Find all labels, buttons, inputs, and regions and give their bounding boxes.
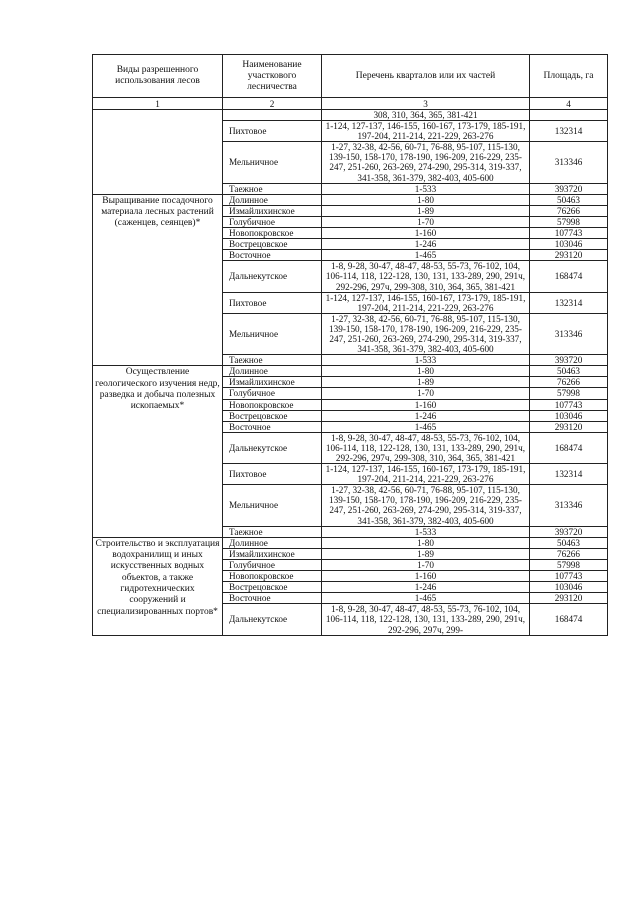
quarters-cell: 1-465 [322, 593, 530, 604]
forestry-name-cell: Новопокровское [223, 228, 322, 239]
area-cell: 293120 [530, 421, 608, 432]
quarters-cell: 1-124, 127-137, 146-155, 160-167, 173-179, 185-191, 197-204, 211-214, 221-229, 263-276 [322, 121, 530, 142]
area-cell: 76266 [530, 548, 608, 559]
forestry-name-cell: Долинное [223, 194, 322, 205]
area-cell: 50463 [530, 366, 608, 377]
forestry-name-cell: Долинное [223, 366, 322, 377]
area-cell: 50463 [530, 537, 608, 548]
forestry-name-cell: Вострецовское [223, 410, 322, 421]
forestry-name-cell: Вострецовское [223, 582, 322, 593]
quarters-cell: 1-533 [322, 183, 530, 194]
quarters-cell: 1-160 [322, 571, 530, 582]
table-row [93, 537, 608, 548]
table-row [93, 110, 608, 121]
quarters-cell: 1-246 [322, 582, 530, 593]
forestry-name-cell: Восточное [223, 421, 322, 432]
header-area: Площадь, га [530, 55, 608, 98]
use-kind-cell: Строительство и эксплуатация водохранилищ и иных искусственных водных объектов, а также гидротехнических сооружений и специализированных портов* [93, 537, 223, 635]
use-kind-cell: Выращивание посадочного материала лесных растений (саженцев, сеянцев)* [93, 194, 223, 366]
forestry-name-cell: Пихтовое [223, 121, 322, 142]
quarters-cell: 1-27, 32-38, 42-56, 60-71, 76-88, 95-107, 115-130, 139-150, 158-170, 178-190, 196-209, 216-229, 235-247, 251-260, 263-269, 274-290, 295-314, 319-337, 341-358, 361-379, 382-403, 405-600 [322, 485, 530, 526]
forestry-name-cell: Измайлихинское [223, 205, 322, 216]
forestry-name-cell: Дальнекутское [223, 432, 322, 463]
area-cell: 168474 [530, 261, 608, 292]
quarters-cell: 308, 310, 364, 365, 381-421 [322, 110, 530, 121]
area-cell: 313346 [530, 313, 608, 354]
forestry-name-cell [223, 110, 322, 121]
quarters-cell: 1-465 [322, 421, 530, 432]
column-number: 3 [322, 98, 530, 110]
forestry-name-cell: Мельничное [223, 485, 322, 526]
forestry-name-cell: Восточное [223, 250, 322, 261]
forestry-name-cell: Мельничное [223, 313, 322, 354]
area-cell [530, 110, 608, 121]
forestry-name-cell: Дальнекутское [223, 261, 322, 292]
column-number: 2 [223, 98, 322, 110]
area-cell: 50463 [530, 194, 608, 205]
quarters-cell: 1-89 [322, 548, 530, 559]
header-use-kind: Виды разрешенного использования лесов [93, 55, 223, 98]
area-cell: 76266 [530, 205, 608, 216]
area-cell: 107743 [530, 399, 608, 410]
forestry-name-cell: Таежное [223, 183, 322, 194]
area-cell: 103046 [530, 410, 608, 421]
area-cell: 168474 [530, 604, 608, 635]
forestry-name-cell: Голубичное [223, 388, 322, 399]
quarters-cell: 1-80 [322, 194, 530, 205]
forest-use-table [92, 54, 608, 636]
forestry-name-cell: Пихтовое [223, 464, 322, 485]
header-row [93, 55, 608, 98]
quarters-cell: 1-80 [322, 537, 530, 548]
quarters-cell: 1-89 [322, 205, 530, 216]
column-number: 4 [530, 98, 608, 110]
area-cell: 57998 [530, 559, 608, 570]
quarters-cell: 1-160 [322, 399, 530, 410]
forestry-name-cell: Таежное [223, 355, 322, 366]
quarters-cell: 1-8, 9-28, 30-47, 48-47, 48-53, 55-73, 76-102, 104, 106-114, 118, 122-128, 130, 131, 133-289, 290, 291ч, 292-296, 297ч, 299-308, 310, 364, 365, 381-421 [322, 432, 530, 463]
area-cell: 313346 [530, 142, 608, 183]
quarters-cell: 1-27, 32-38, 42-56, 60-71, 76-88, 95-107, 115-130, 139-150, 158-170, 178-190, 196-209, 216-229, 235-247, 251-260, 263-269, 274-290, 295-314, 319-337, 341-358, 361-379, 382-403, 405-600 [322, 142, 530, 183]
area-cell: 393720 [530, 526, 608, 537]
area-cell: 57998 [530, 388, 608, 399]
area-cell: 293120 [530, 250, 608, 261]
area-cell: 107743 [530, 571, 608, 582]
area-cell: 293120 [530, 593, 608, 604]
forestry-name-cell: Измайлихинское [223, 548, 322, 559]
quarters-cell: 1-89 [322, 377, 530, 388]
area-cell: 76266 [530, 377, 608, 388]
forestry-name-cell: Дальнекутское [223, 604, 322, 635]
column-number: 1 [93, 98, 223, 110]
quarters-cell: 1-70 [322, 559, 530, 570]
quarters-cell: 1-246 [322, 410, 530, 421]
forestry-name-cell: Таежное [223, 526, 322, 537]
quarters-cell: 1-80 [322, 366, 530, 377]
area-cell: 393720 [530, 355, 608, 366]
quarters-cell: 1-246 [322, 239, 530, 250]
area-cell: 168474 [530, 432, 608, 463]
quarters-cell: 1-8, 9-28, 30-47, 48-47, 48-53, 55-73, 76-102, 104, 106-114, 118, 122-128, 130, 131, 133-289, 290, 291ч, 292-296, 297ч, 299-308, 310, 364, 365, 381-421 [322, 261, 530, 292]
quarters-cell: 1-27, 32-38, 42-56, 60-71, 76-88, 95-107, 115-130, 139-150, 158-170, 178-190, 196-209, 216-229, 235-247, 251-260, 263-269, 274-290, 295-314, 319-337, 341-358, 361-379, 382-403, 405-600 [322, 313, 530, 354]
quarters-cell: 1-533 [322, 526, 530, 537]
forestry-name-cell: Новопокровское [223, 571, 322, 582]
use-kind-cell: Осуществление геологического изучения недр, разведка и добыча полезных ископаемых* [93, 366, 223, 538]
area-cell: 103046 [530, 582, 608, 593]
quarters-cell: 1-160 [322, 228, 530, 239]
forestry-name-cell: Восточное [223, 593, 322, 604]
area-cell: 103046 [530, 239, 608, 250]
header-quarters: Перечень кварталов или их частей [322, 55, 530, 98]
quarters-cell: 1-70 [322, 216, 530, 227]
header-forestry-name: Наименование участкового лесничества [223, 55, 322, 98]
area-cell: 132314 [530, 121, 608, 142]
area-cell: 107743 [530, 228, 608, 239]
use-kind-cell [93, 110, 223, 195]
quarters-cell: 1-70 [322, 388, 530, 399]
quarters-cell: 1-533 [322, 355, 530, 366]
forestry-name-cell: Мельничное [223, 142, 322, 183]
area-cell: 132314 [530, 464, 608, 485]
quarters-cell: 1-124, 127-137, 146-155, 160-167, 173-179, 185-191, 197-204, 211-214, 221-229, 263-276 [322, 292, 530, 313]
quarters-cell: 1-8, 9-28, 30-47, 48-47, 48-53, 55-73, 76-102, 104, 106-114, 118, 122-128, 130, 131, 133-289, 290, 291ч, 292-296, 297ч, 299- [322, 604, 530, 635]
forestry-name-cell: Долинное [223, 537, 322, 548]
forestry-name-cell: Пихтовое [223, 292, 322, 313]
area-cell: 57998 [530, 216, 608, 227]
table-row [93, 194, 608, 205]
quarters-cell: 1-124, 127-137, 146-155, 160-167, 173-179, 185-191, 197-204, 211-214, 221-229, 263-276 [322, 464, 530, 485]
table-row [93, 366, 608, 377]
area-cell: 313346 [530, 485, 608, 526]
forestry-name-cell: Новопокровское [223, 399, 322, 410]
area-cell: 393720 [530, 183, 608, 194]
forestry-name-cell: Измайлихинское [223, 377, 322, 388]
quarters-cell: 1-465 [322, 250, 530, 261]
forestry-name-cell: Вострецовское [223, 239, 322, 250]
column-number-row [93, 98, 608, 110]
area-cell: 132314 [530, 292, 608, 313]
forestry-name-cell: Голубичное [223, 216, 322, 227]
forestry-name-cell: Голубичное [223, 559, 322, 570]
